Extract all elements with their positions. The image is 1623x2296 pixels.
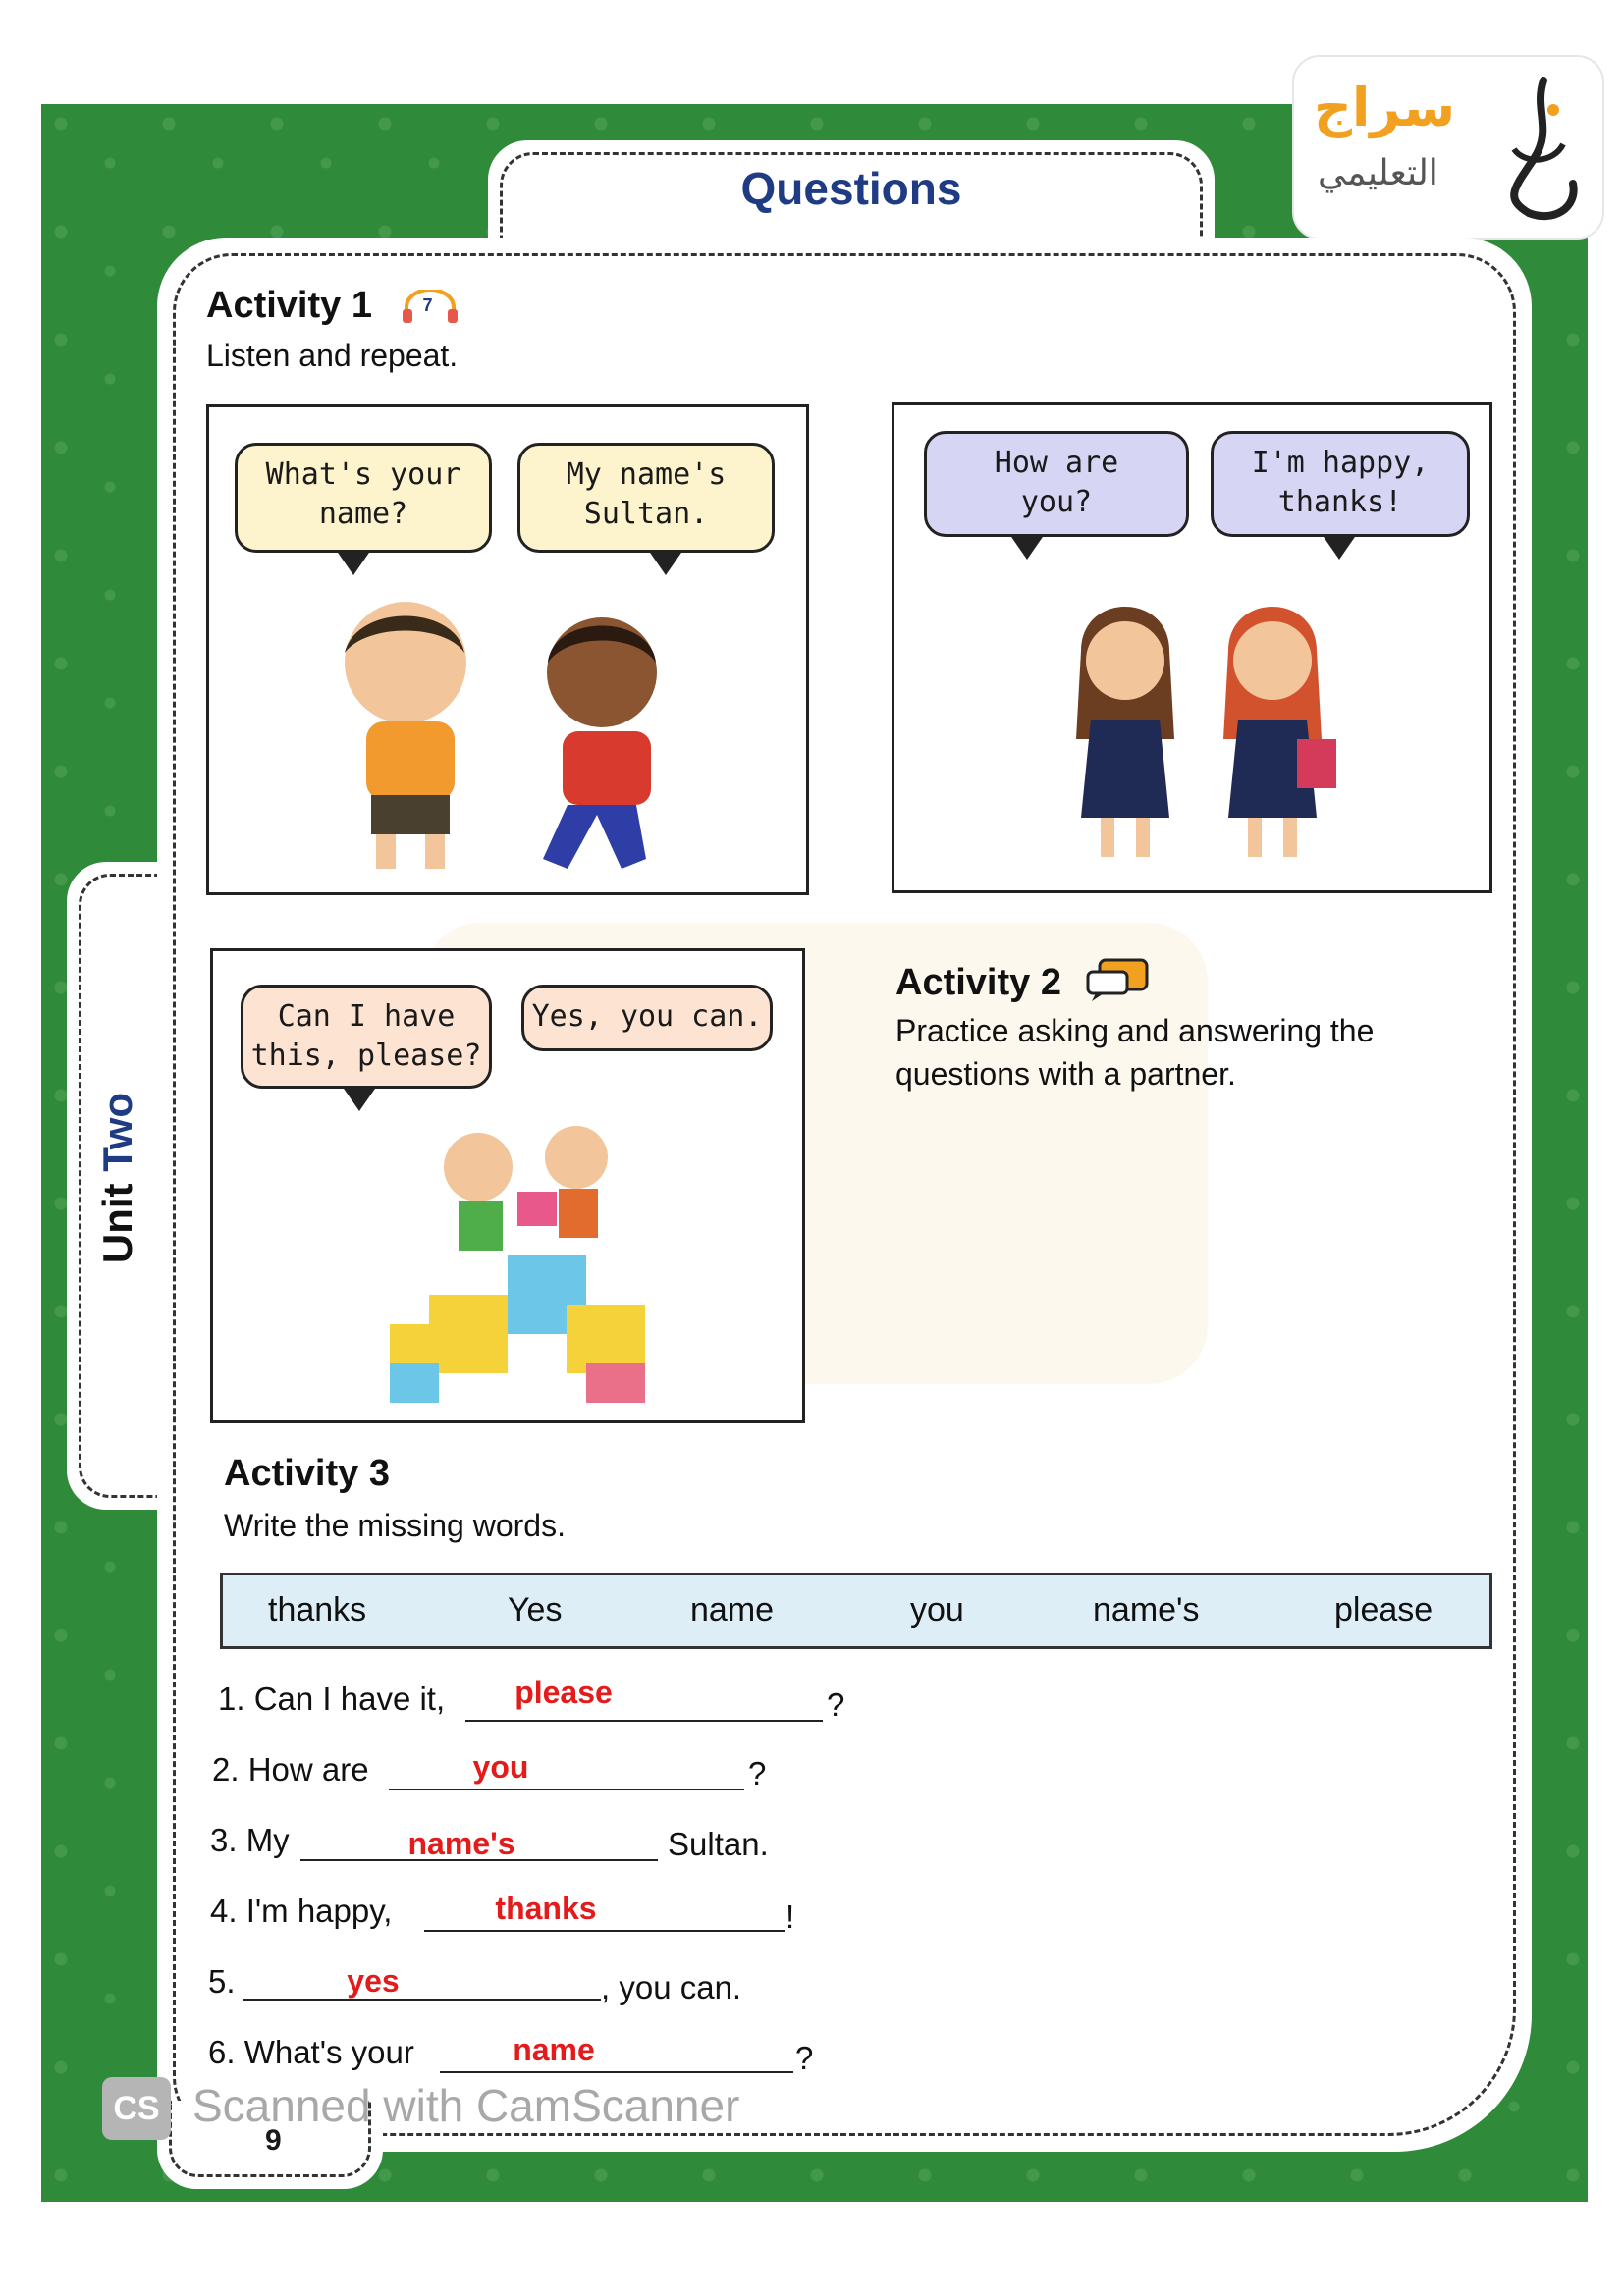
two-boys-illustration <box>298 594 710 879</box>
exercise-item-2-prompt: 2. How are <box>212 1751 369 1788</box>
bubble-line: Yes, you can. <box>531 999 763 1034</box>
word-bank-item: thanks <box>268 1591 367 1629</box>
logo-text-sub: التعليمي <box>1318 153 1438 193</box>
bubble-line: Can I have <box>277 999 456 1034</box>
answer-text: you <box>472 1749 529 1785</box>
word-bank-item: name's <box>1093 1591 1200 1629</box>
two-girls-illustration <box>1061 592 1356 877</box>
word-bank-item: please <box>1334 1591 1434 1629</box>
activity3-instruction: Write the missing words. <box>224 1508 566 1543</box>
unit-number-word: Two <box>94 1092 140 1172</box>
exercise-item-6-end: ? <box>795 2040 814 2076</box>
exercise-item-5-end: , you can. <box>601 1969 742 2005</box>
answer-text: name <box>513 2032 595 2067</box>
answer-text: please <box>514 1675 613 1710</box>
answer-text: yes <box>347 1963 400 1999</box>
word-bank-item: Yes <box>508 1591 563 1629</box>
exercise-item-1-end: ? <box>827 1686 845 1723</box>
bubble-line: What's your <box>265 457 461 492</box>
page-number: 9 <box>265 2124 282 2157</box>
answer-line[interactable] <box>424 1930 785 1932</box>
bubble-line: name? <box>318 497 408 531</box>
exercise-item-4-prompt: 4. I'm happy, <box>210 1893 393 1929</box>
speech-bubble <box>235 443 492 553</box>
speech-bubble <box>517 443 775 553</box>
speech-bubble <box>241 985 492 1089</box>
publisher-logo <box>1292 55 1604 240</box>
word-bank <box>220 1573 1492 1649</box>
activity3-title: Activity 3 <box>224 1453 390 1494</box>
answer-text: name's <box>407 1826 515 1861</box>
bubble-line: this, please? <box>250 1039 482 1073</box>
exercise-item-2-end: ? <box>748 1755 767 1791</box>
camscanner-text: Scanned with CamScanner <box>192 2080 740 2131</box>
bubble-line: I'm happy, <box>1251 446 1430 480</box>
exercise-item-5-prompt: 5. <box>208 1963 236 2000</box>
exercise-item-1-prompt: 1. Can I have it, <box>218 1681 446 1717</box>
activity1-instruction: Listen and repeat. <box>206 338 459 373</box>
picture-panel-1 <box>206 404 809 895</box>
exercise-item-6-prompt: 6. What's your <box>208 2034 414 2070</box>
bubble-line: Sultan. <box>583 497 709 531</box>
audio-icon[interactable] <box>399 290 461 325</box>
logo-emblem-icon <box>1485 71 1593 228</box>
activity2-title-text: Activity 2 <box>895 962 1061 1004</box>
answer-line[interactable] <box>389 1789 744 1790</box>
word-bank-item: you <box>910 1591 964 1629</box>
instruction-line: Practice asking and answering the <box>895 1013 1375 1048</box>
kids-with-blocks-illustration <box>370 1098 655 1403</box>
activity2-title <box>895 958 1151 1011</box>
speech-chat-icon <box>1086 958 1151 1011</box>
bubble-line: My name's <box>566 457 727 492</box>
logo-text-main: سراج <box>1314 77 1456 138</box>
bubble-line: you? <box>1020 485 1093 519</box>
picture-panel-2 <box>892 402 1492 893</box>
speech-bubble <box>924 431 1189 537</box>
bubble-line: thanks! <box>1277 485 1403 519</box>
activity2-instruction <box>895 1009 1374 1095</box>
unit-word: Unit <box>94 1183 140 1264</box>
page-title: Questions <box>740 163 962 214</box>
activity1-title <box>206 285 461 327</box>
exercise-item-4-end: ! <box>785 1898 795 1935</box>
answer-line[interactable] <box>440 2071 793 2073</box>
bubble-line: How are <box>994 446 1119 480</box>
exercise-item-3-end: Sultan. <box>668 1826 769 1862</box>
word-bank-item: name <box>690 1591 775 1629</box>
activity1-title-text: Activity 1 <box>206 285 372 326</box>
instruction-line: questions with a partner. <box>895 1056 1236 1092</box>
picture-panel-3 <box>210 948 805 1423</box>
camscanner-badge: CS <box>102 2077 171 2140</box>
speech-bubble <box>521 985 773 1051</box>
answer-text: thanks <box>495 1891 597 1926</box>
speech-bubble <box>1211 431 1470 537</box>
audio-track-number: 7 <box>422 294 433 315</box>
unit-label <box>94 1093 141 1263</box>
exercise-item-3-prompt: 3. My <box>210 1822 290 1858</box>
answer-line[interactable] <box>465 1720 823 1722</box>
